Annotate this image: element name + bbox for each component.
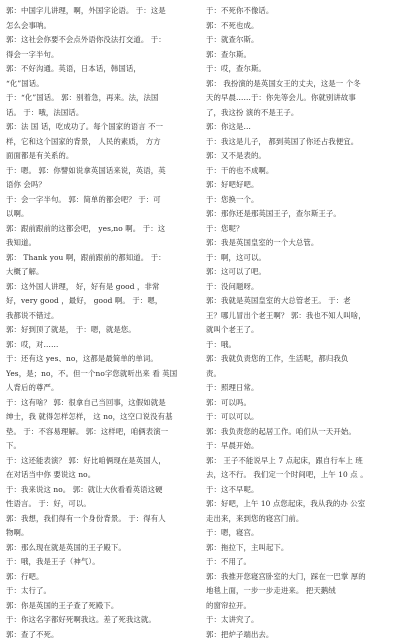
dialogue-line: 样，它和这个国家的背景， 人民的素质， 方方 <box>6 135 192 150</box>
dialogue-line: 责。 <box>206 367 394 382</box>
dialogue-line: 郭：跟前跟前的这都会吧， yes,no 啊。 于：这 <box>6 222 192 237</box>
dialogue-line: 我都说不错过。 <box>6 309 192 324</box>
left-column <box>6 4 192 642</box>
dialogue-line: 在对话当中你 要说这 no。 <box>6 468 192 483</box>
dialogue-line: 于：哦。 <box>206 338 394 353</box>
dialogue-line: 郭：哎，对…… <box>6 338 192 353</box>
dialogue-line: 性语言。 于：好，可以。 <box>6 497 192 512</box>
dialogue-line: 于：哦，我是王子（神气）。 <box>6 555 192 570</box>
dialogue-line: 于：这有啥？ 郭：很拿自己当回事，这假如就是 <box>6 396 192 411</box>
dialogue-line: 了，我这扮 演的不是王子。 <box>206 106 394 121</box>
dialogue-line: 郭：这社会你要不会点外语你没法打交道。 于： <box>6 33 192 48</box>
dialogue-line: 以啊。 <box>6 207 192 222</box>
dialogue-line: 就叫个老王了。 <box>206 323 394 338</box>
dialogue-line: 郭： Thank you 啊，跟前跟前的都知道。 于： <box>6 251 192 266</box>
dialogue-line: 郭：好吧，上午 10 点您起床，我从我的办 公室 <box>206 497 394 512</box>
dialogue-line: “化”国话。 <box>6 77 192 92</box>
dialogue-line: 于：这还能表演？ 郭：好比咱俩现在是英国人， <box>6 454 192 469</box>
dialogue-line: 郭：查了不死。 <box>6 628 192 642</box>
dialogue-line: 绅士，我 就得怎样怎样， 这 no，这空口说没有基 <box>6 410 192 425</box>
dialogue-line: 走出来，来到您的寝宫门前。 <box>206 512 394 527</box>
dialogue-line: 得会一字半句。 <box>6 48 192 63</box>
dialogue-line: 郭：我就负责您的工作，生活呢，都归我负 <box>206 352 394 367</box>
dialogue-line: 于：不死你不像话。 <box>206 4 394 19</box>
dialogue-line: 于：我来说这 no。 郭：就让大伙看看英语这硬 <box>6 483 192 498</box>
dialogue-line: 怎么会事呐。 <box>6 19 192 34</box>
dialogue-line: 郭：把炉子端出去。 <box>206 628 394 642</box>
dialogue-line: 郭： 王子不能说早上 7 点起床，跟自行车上 班 <box>206 454 394 469</box>
dialogue-line: 郭：不死也成。 <box>206 19 394 34</box>
dialogue-line: 去，这不行。 我们定一个时间吧，上午 10 点 。 <box>206 468 394 483</box>
dialogue-line: 郭：查尔斯。 <box>206 48 394 63</box>
dialogue-line: 于：哎，查尔斯。 <box>206 62 394 77</box>
dialogue-line: 郭：不好沟通。英语，日本话，韩国话， <box>6 62 192 77</box>
dialogue-line: 郭：好吧好吧。 <box>206 178 394 193</box>
dialogue-line: 好，very good ，最好， good 啊。 于：嗯， <box>6 294 192 309</box>
dialogue-line: 垫。 于：不容易理解。 郭：这样吧，咱俩表演一 <box>6 425 192 440</box>
dialogue-line: 于：你这名字都好死啊我这。差了死我这就。 <box>6 613 192 628</box>
dialogue-line: Yes，是；no，不。但一个no字您就听出来 看 英国 <box>6 367 192 382</box>
dialogue-line: 于：我这是儿子， 都到英国了你还占我便宜。 <box>206 135 394 150</box>
dialogue-line: 郭：我是英国皇室的一个大总管。 <box>206 236 394 251</box>
right-column <box>206 4 394 642</box>
dialogue-line: 话。 于：哦，法国话。 <box>6 106 192 121</box>
dialogue-line: 郭：我推开您寝宫卧室的大门，踩在一巴掌 厚的 <box>206 570 394 585</box>
dialogue-line: 郭：你这是… <box>206 120 394 135</box>
dialogue-line: 于：没问题呀。 <box>206 280 394 295</box>
dialogue-line: 下。 <box>6 439 192 454</box>
dialogue-line: 人背后的尊严。 <box>6 381 192 396</box>
dialogue-line: 郭：我就是英国皇室的大总管老王。 于：老 <box>206 294 394 309</box>
dialogue-line: 郭：我负责您的起居工作。咱们从一天开始。 <box>206 425 394 440</box>
dialogue-line: 于：嗯，寝宫。 <box>206 526 394 541</box>
dialogue-line: 郭：中国字儿讲理，啊，外国字论语。 于：这是 <box>6 4 192 19</box>
dialogue-line: 于：您换一个。 <box>206 193 394 208</box>
dialogue-line: 于：啊，这可以。 <box>206 251 394 266</box>
dialogue-line: 于：您呢？ <box>206 222 394 237</box>
dialogue-line: 郭：拖拉下，主叫起下。 <box>206 541 394 556</box>
dialogue-line: 我知道。 <box>6 236 192 251</box>
dialogue-line: 天的早晨……于：你先等会儿。你就别讲故事 <box>206 91 394 106</box>
dialogue-line: 郭：这外国人讲理， 好，好有是 good ，非常 <box>6 280 192 295</box>
dialogue-line: 于：早晨开始。 <box>206 439 394 454</box>
dialogue-line: 于：太讲究了。 <box>206 613 394 628</box>
dialogue-line: 于：还有这 yes、no，这都是最简单的单词。 <box>6 352 192 367</box>
dialogue-line: 于：嗯。 郭：你譬如说拿英国话来说，英语，英 <box>6 164 192 179</box>
dialogue-line: 于：“化”国话。 郭：别着急，再来。法，法国 <box>6 91 192 106</box>
dialogue-line: 郭：你是英国的王子查了死殿下。 <box>6 599 192 614</box>
dialogue-line: 郭：这可以了吧。 <box>206 265 394 280</box>
dialogue-line: 于：不用了。 <box>206 555 394 570</box>
dialogue-line: 于：太行了。 <box>6 584 192 599</box>
dialogue-line: 郭：我想，我们得有一个身份背景。 于：得有人 <box>6 512 192 527</box>
dialogue-line: 郭： 我扮演的是英国女王的丈夫，这是一 个冬 <box>206 77 394 92</box>
dialogue-line: 的窗帘拉开。 <box>206 599 394 614</box>
dialogue-line: 郭：又不是表的。 <box>206 149 394 164</box>
dialogue-line: 于：可以可以。 <box>206 410 394 425</box>
dialogue-line: 郭：法 国 话，吃成功了。每个国家的语言 不一 <box>6 120 192 135</box>
dialogue-line: 面面都是有关系的。 <box>6 149 192 164</box>
dialogue-line: 语你 会吗？ <box>6 178 192 193</box>
dialogue-line: 王？哪儿冒出个老王啊？ 郭：我也不知人叫啥， <box>206 309 394 324</box>
dialogue-line: 于：就查尔斯。 <box>206 33 394 48</box>
dialogue-line: 大概了解。 <box>6 265 192 280</box>
dialogue-line: 于：照理日常。 <box>206 381 394 396</box>
dialogue-line: 郭：行吧。 <box>6 570 192 585</box>
dialogue-line: 物啊。 <box>6 526 192 541</box>
dialogue-line: 郭：好到顶了就是， 于：嗯，就是您。 <box>6 323 192 338</box>
dialogue-line: 于：干的也不成啊。 <box>206 164 394 179</box>
dialogue-line: 地毯上面，一步一步走进来。 把天鹅绒 <box>206 584 394 599</box>
dialogue-line: 郭：那么现在就是英国的王子殿下。 <box>6 541 192 556</box>
dialogue-line: 郭：可以吗。 <box>206 396 394 411</box>
dialogue-line: 于：会一字半句。 郭：简单的都会吧？ 于：可 <box>6 193 192 208</box>
dialogue-line: 于：这不早呢。 <box>206 483 394 498</box>
dialogue-line: 郭：那你还是那英国王子，查尔斯王子。 <box>206 207 394 222</box>
